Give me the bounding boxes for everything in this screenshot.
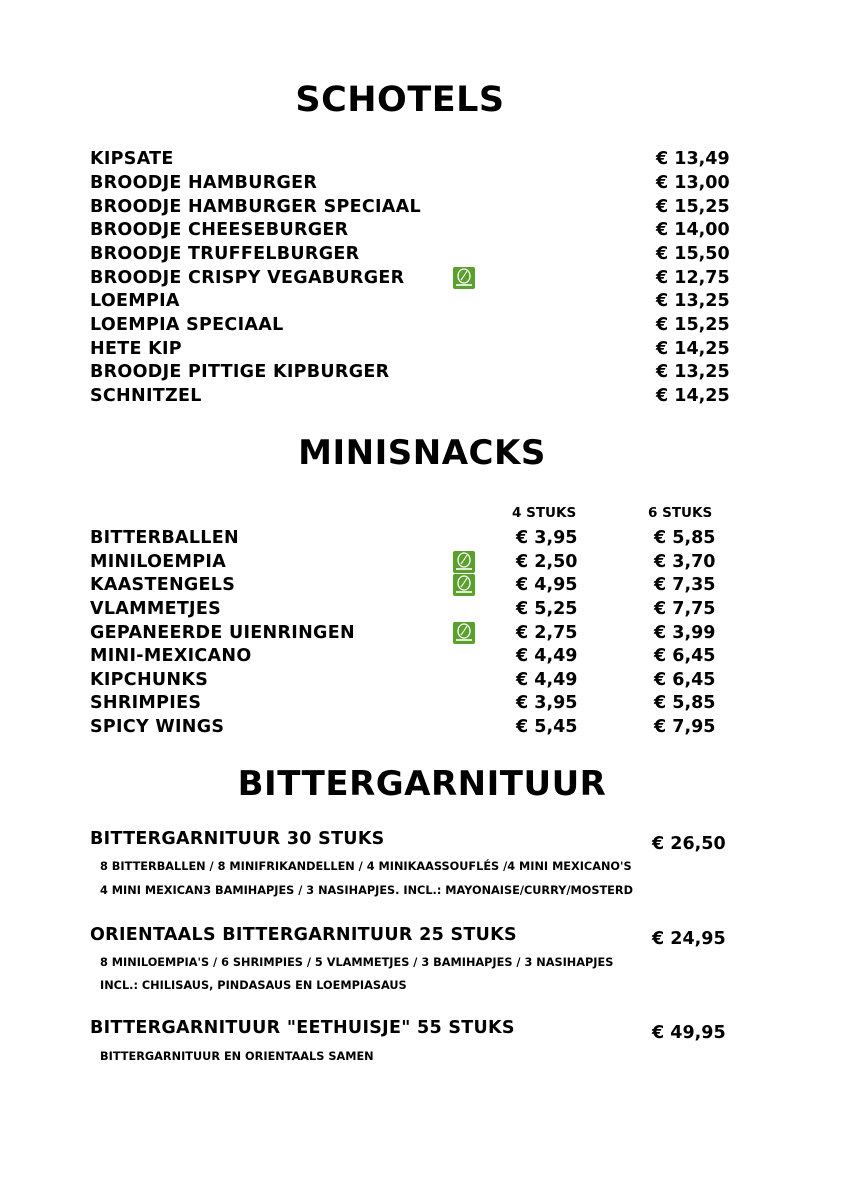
menu-item [90,360,740,384]
menu-item [90,195,740,219]
item-name: MINILOEMPIA [90,552,227,572]
garnituur-price: € 26,50 [652,834,726,854]
item-price: € 14,25 [656,386,730,406]
garnituur-name: BITTERGARNITUUR "EETHUISJE" 55 STUKS [90,1018,515,1038]
item-name: SPICY WINGS [90,717,225,737]
item-name: GEPANEERDE UIENRINGEN [90,623,355,643]
item-name: LOEMPIA SPECIAAL [90,315,284,335]
item-price-6: € 5,85 [654,528,716,548]
item-price-6: € 6,45 [654,646,716,666]
column-header-6-stuks: 6 STUKS [648,505,713,521]
item-name: MINI-MEXICANO [90,646,252,666]
menu-item [90,147,740,171]
item-price: € 13,49 [656,149,730,169]
item-name: SCHNITZEL [90,386,202,406]
item-price-4: € 2,75 [516,623,578,643]
item-price: € 14,00 [656,220,730,240]
menu-item [90,573,740,597]
item-price-4: € 4,95 [516,575,578,595]
vegetarian-icon [453,574,475,596]
vegetarian-icon [453,267,475,289]
item-name: BITTERBALLEN [90,528,239,548]
item-price-6: € 7,95 [654,717,716,737]
garnituur-name: BITTERGARNITUUR 30 STUKS [90,829,385,849]
item-price-6: € 3,99 [654,623,716,643]
item-price: € 13,00 [656,173,730,193]
menu-item [90,337,740,361]
section-title-bittergarnituur: BITTERGARNITUUR [237,764,607,804]
item-price: € 13,25 [656,291,730,311]
item-price-4: € 4,49 [516,646,578,666]
vegetarian-icon [453,622,475,644]
item-name: BROODJE TRUFFELBURGER [90,244,360,264]
menu-item [90,526,740,550]
item-name: SHRIMPIES [90,693,202,713]
item-price-6: € 5,85 [654,693,716,713]
menu-item [90,384,740,408]
item-name: KIPCHUNKS [90,670,209,690]
menu-item [90,218,740,242]
section-title-minisnacks: MINISNACKS [298,433,546,473]
item-name: BROODJE CRISPY VEGABURGER [90,268,405,288]
item-name: BROODJE HAMBURGER SPECIAAL [90,197,421,217]
menu-item [90,597,740,621]
menu-item [90,621,740,645]
item-name: VLAMMETJES [90,599,222,619]
item-price-6: € 3,70 [654,552,716,572]
item-price-6: € 7,35 [654,575,716,595]
item-name: LOEMPIA [90,291,180,311]
garnituur-name: ORIENTAALS BITTERGARNITUUR 25 STUKS [90,925,517,945]
garnituur-price: € 24,95 [652,929,726,949]
section-title-schotels: SCHOTELS [295,80,505,120]
menu-item [90,313,740,337]
menu-item [90,691,740,715]
item-name: BROODJE CHEESEBURGER [90,220,349,240]
garnituur-description: 8 BITTERBALLEN / 8 MINIFRIKANDELLEN / 4 MINIKAASSOUFLÉS /4 MINI MEXICANO'S [100,860,632,873]
menu-item [90,668,740,692]
item-price-4: € 2,50 [516,552,578,572]
column-header-4-stuks: 4 STUKS [512,505,577,521]
item-name: BROODJE HAMBURGER [90,173,318,193]
item-price: € 12,75 [656,268,730,288]
item-name: HETE KIP [90,339,182,359]
menu-item [90,242,740,266]
item-price-4: € 4,49 [516,670,578,690]
menu-item [90,289,740,313]
garnituur-price: € 49,95 [652,1023,726,1043]
item-price-4: € 3,95 [516,528,578,548]
garnituur-description: BITTERGARNITUUR EN ORIENTAALS SAMEN [100,1050,374,1063]
item-name: KIPSATE [90,149,174,169]
garnituur-description: 8 MINILOEMPIA'S / 6 SHRIMPIES / 5 VLAMMETJES / 3 BAMIHAPJES / 3 NASIHAPJES [100,956,614,969]
item-price: € 15,25 [656,315,730,335]
menu-item [90,644,740,668]
item-price: € 13,25 [656,362,730,382]
menu-item [90,715,740,739]
item-price-6: € 6,45 [654,670,716,690]
garnituur-description: INCL.: CHILISAUS, PINDASAUS EN LOEMPIASAUS [100,979,407,992]
item-price-4: € 5,45 [516,717,578,737]
item-name: BROODJE PITTIGE KIPBURGER [90,362,390,382]
item-price-4: € 5,25 [516,599,578,619]
menu-item [90,266,740,290]
item-price: € 15,50 [656,244,730,264]
menu-item [90,171,740,195]
item-price-6: € 7,75 [654,599,716,619]
item-name: KAASTENGELS [90,575,236,595]
menu-item [90,550,740,574]
vegetarian-icon [453,551,475,573]
item-price-4: € 3,95 [516,693,578,713]
garnituur-description: 4 MINI MEXICAN3 BAMIHAPJES / 3 NASIHAPJES. INCL.: MAYONAISE/CURRY/MOSTERD [100,884,633,897]
item-price: € 14,25 [656,339,730,359]
item-price: € 15,25 [656,197,730,217]
